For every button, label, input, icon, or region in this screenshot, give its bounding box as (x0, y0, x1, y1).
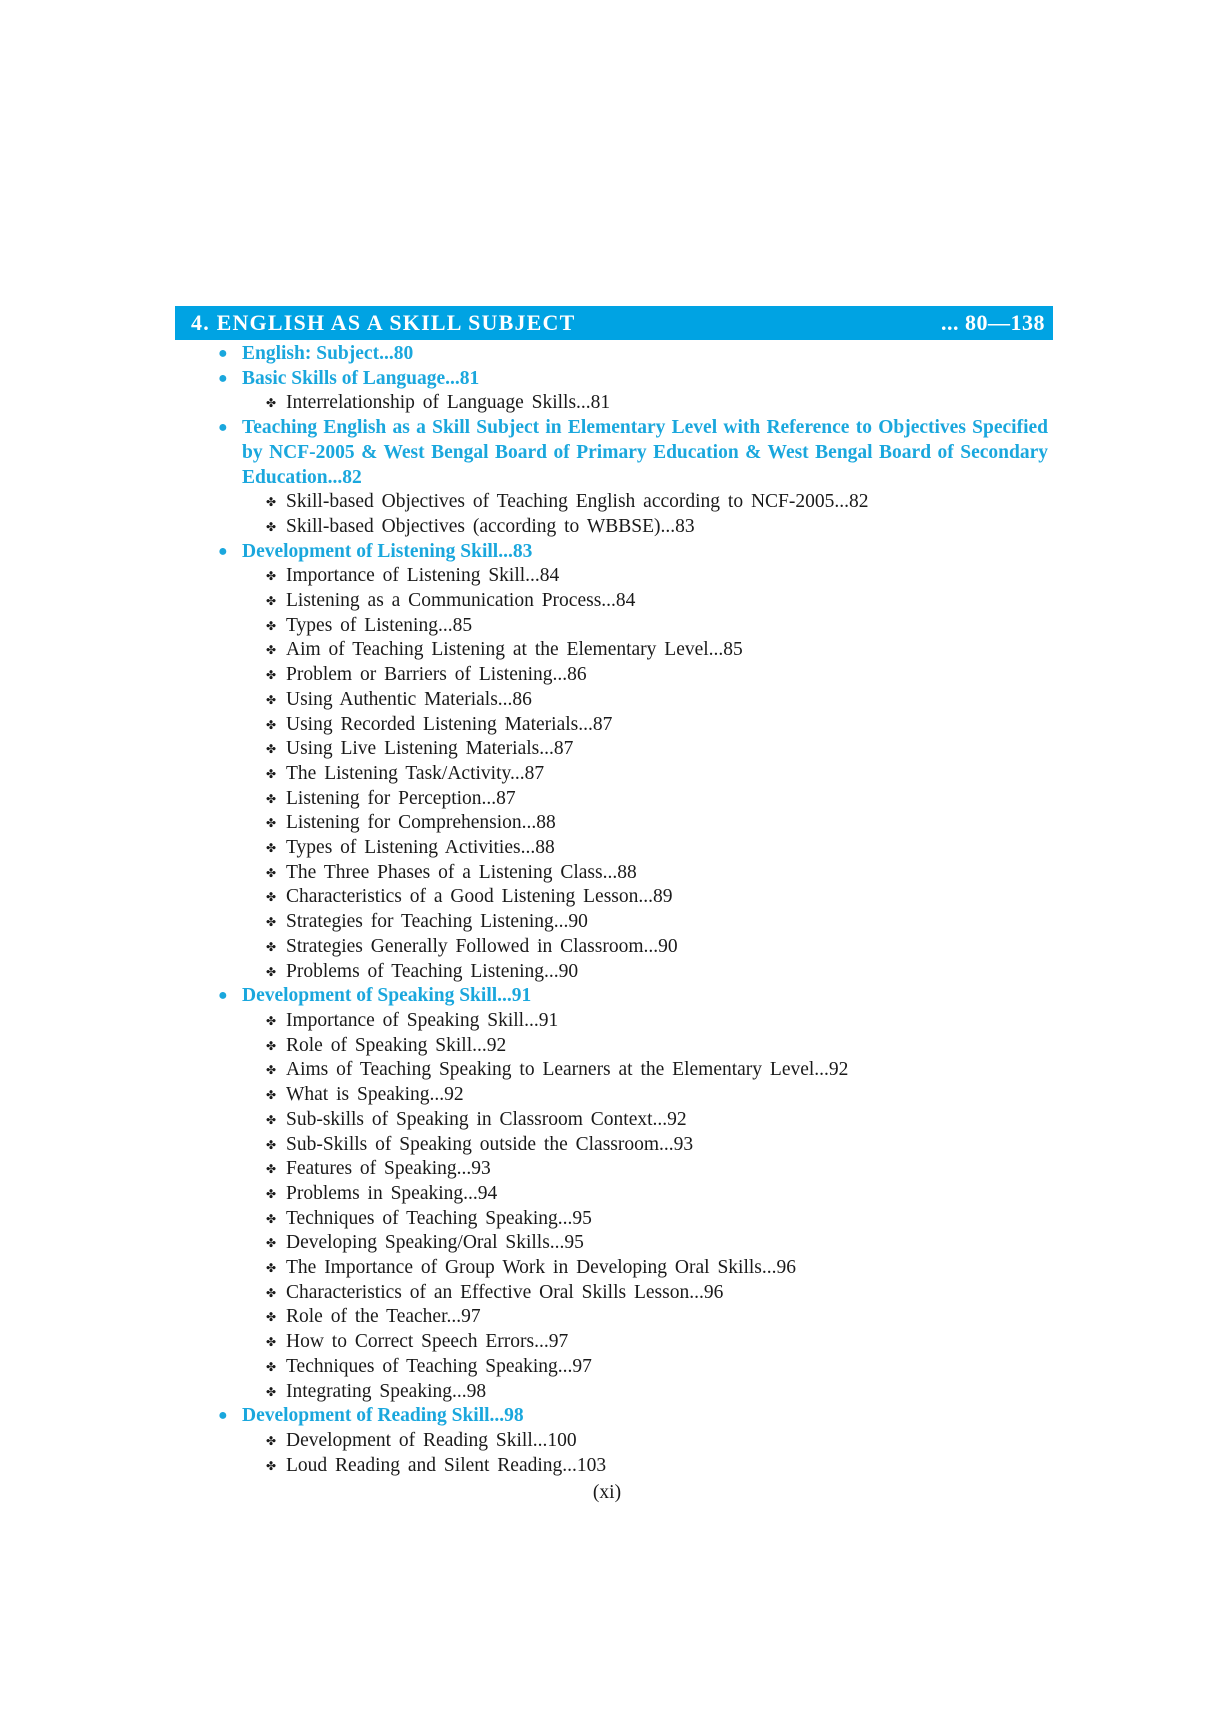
toc-topic-title: Development of Listening Skill...83 (242, 540, 533, 562)
cross-bullet-icon: ✤ (266, 519, 277, 534)
toc-subtopic (242, 490, 1048, 515)
toc-topic-title: Development of Reading Skill...98 (242, 1405, 524, 1427)
toc-subtopic (242, 960, 1048, 985)
toc-subtopic-label: Interrelationship of Language Skills...81 (286, 392, 611, 414)
toc-subtopic (242, 614, 1048, 639)
cross-bullet-icon: ✤ (266, 692, 277, 707)
cross-bullet-icon: ✤ (266, 396, 277, 411)
toc-topic-title: Development of Speaking Skill...91 (242, 985, 532, 1007)
cross-bullet-icon: ✤ (266, 915, 277, 930)
toc-subtopic-label: Strategies Generally Followed in Classroom...90 (286, 935, 678, 957)
chapter-title: 4. ENGLISH AS A SKILL SUBJECT (191, 310, 576, 335)
toc-subtopic-label: Importance of Speaking Skill...91 (286, 1009, 559, 1031)
toc-subtopic (242, 861, 1048, 886)
toc-topic (218, 342, 1048, 367)
toc-subtopic (242, 1157, 1048, 1182)
toc-subtopic-label: Using Authentic Materials...86 (286, 688, 532, 710)
cross-bullet-icon: ✤ (266, 717, 277, 732)
cross-bullet-icon: ✤ (266, 495, 277, 510)
round-bullet-icon: ● (218, 369, 228, 387)
toc-subtopic-label: Using Recorded Listening Materials...87 (286, 713, 613, 735)
round-bullet-icon: ● (218, 1407, 228, 1425)
toc-subtopic-label: Problem or Barriers of Listening...86 (286, 664, 587, 686)
cross-bullet-icon: ✤ (266, 1063, 277, 1078)
toc-subtopic-label: Problems in Speaking...94 (286, 1182, 498, 1204)
toc-subtopic (242, 811, 1048, 836)
toc-subtopic (242, 1380, 1048, 1405)
cross-bullet-icon: ✤ (266, 1310, 277, 1325)
round-bullet-icon: ● (218, 987, 228, 1005)
cross-bullet-icon: ✤ (266, 742, 277, 757)
toc-subtopic-label: Loud Reading and Silent Reading...103 (286, 1454, 607, 1476)
cross-bullet-icon: ✤ (266, 1137, 277, 1152)
toc-subtopic-label: Listening for Perception...87 (286, 787, 516, 809)
toc-subtopic-label: Characteristics of an Effective Oral Skills Lesson...96 (286, 1281, 724, 1303)
chapter-heading-bar (175, 306, 1053, 340)
toc-topic (218, 540, 1048, 985)
toc-subtopic (242, 1009, 1048, 1034)
toc-subtopic (242, 935, 1048, 960)
toc-subtopic (242, 1454, 1048, 1479)
toc-subtopic (242, 515, 1048, 540)
toc-subtopic (242, 885, 1048, 910)
toc-subtopic (242, 688, 1048, 713)
toc-subtopic-list (242, 1009, 1048, 1404)
toc-subtopic-label: Aim of Teaching Listening at the Elementary Level...85 (286, 639, 743, 661)
toc-subtopic-label: Types of Listening...85 (286, 614, 473, 636)
toc-subtopic (242, 1182, 1048, 1207)
toc-subtopic (242, 589, 1048, 614)
toc-subtopic (242, 1108, 1048, 1133)
toc-subtopic (242, 1058, 1048, 1083)
toc-subtopic-list (242, 490, 1048, 539)
toc-subtopic (242, 713, 1048, 738)
cross-bullet-icon: ✤ (266, 1013, 277, 1028)
toc-subtopic-label: Strategies for Teaching Listening...90 (286, 911, 588, 933)
cross-bullet-icon: ✤ (266, 1359, 277, 1374)
cross-bullet-icon: ✤ (266, 1236, 277, 1251)
toc-subtopic-label: Skill-based Objectives (according to WBBSE)...83 (286, 515, 695, 537)
toc-subtopic-list (242, 1429, 1048, 1478)
page-number: (xi) (592, 1482, 622, 1503)
toc-subtopic (242, 1231, 1048, 1256)
toc-subtopic-label: Developing Speaking/Oral Skills...95 (286, 1232, 584, 1254)
toc-subtopic-label: Development of Reading Skill...100 (286, 1429, 577, 1451)
toc-topic (218, 1404, 1048, 1478)
toc-subtopic (242, 1034, 1048, 1059)
cross-bullet-icon: ✤ (266, 1186, 277, 1201)
toc-subtopic (242, 836, 1048, 861)
toc-subtopic (242, 762, 1048, 787)
toc-subtopic-label: Sub-Skills of Speaking outside the Classroom...93 (286, 1133, 694, 1155)
cross-bullet-icon: ✤ (266, 1088, 277, 1103)
toc-subtopic (242, 1429, 1048, 1454)
toc-subtopic (242, 1256, 1048, 1281)
toc-subtopic (242, 1207, 1048, 1232)
toc-topic-title: Basic Skills of Language...81 (242, 367, 480, 389)
table-of-contents (218, 342, 1048, 1478)
cross-bullet-icon: ✤ (266, 1162, 277, 1177)
toc-topic (218, 416, 1048, 540)
toc-subtopic (242, 1355, 1048, 1380)
toc-subtopic (242, 638, 1048, 663)
toc-subtopic (242, 910, 1048, 935)
toc-topic (218, 367, 1048, 416)
toc-subtopic (242, 1305, 1048, 1330)
toc-subtopic-label: Integrating Speaking...98 (286, 1380, 487, 1402)
toc-subtopic (242, 1083, 1048, 1108)
cross-bullet-icon: ✤ (266, 1433, 277, 1448)
cross-bullet-icon: ✤ (266, 643, 277, 658)
cross-bullet-icon: ✤ (266, 841, 277, 856)
cross-bullet-icon: ✤ (266, 890, 277, 905)
cross-bullet-icon: ✤ (266, 1458, 277, 1473)
cross-bullet-icon: ✤ (266, 964, 277, 979)
toc-subtopic (242, 1133, 1048, 1158)
toc-topic-title: English: Subject...80 (242, 343, 414, 364)
cross-bullet-icon: ✤ (266, 1211, 277, 1226)
toc-subtopic (242, 391, 1048, 416)
cross-bullet-icon: ✤ (266, 1261, 277, 1276)
cross-bullet-icon: ✤ (266, 1285, 277, 1300)
cross-bullet-icon: ✤ (266, 791, 277, 806)
toc-subtopic (242, 737, 1048, 762)
toc-topic-title: Teaching English as a Skill Subject in Elementary Level with Reference to Objectives Specified by NCF-2005 & West Bengal Board of Primary Education & West Bengal Board of Secondary Education...82 (242, 417, 1048, 488)
toc-subtopic-label: Importance of Listening Skill...84 (286, 565, 560, 587)
toc-subtopic-label: Role of Speaking Skill...92 (286, 1034, 507, 1056)
toc-subtopic-label: The Three Phases of a Listening Class...88 (286, 861, 637, 883)
toc-subtopic-label: Aims of Teaching Speaking to Learners at the Elementary Level...92 (286, 1059, 849, 1081)
toc-subtopic-label: Using Live Listening Materials...87 (286, 738, 574, 760)
toc-subtopic-label: How to Correct Speech Errors...97 (286, 1331, 569, 1353)
toc-subtopic-label: Techniques of Teaching Speaking...97 (286, 1355, 592, 1377)
round-bullet-icon: ● (218, 345, 228, 362)
toc-subtopic-label: Skill-based Objectives of Teaching English according to NCF-2005...82 (286, 491, 869, 513)
toc-subtopic (242, 787, 1048, 812)
cross-bullet-icon: ✤ (266, 668, 277, 683)
round-bullet-icon: ● (218, 419, 228, 437)
toc-subtopic-label: Characteristics of a Good Listening Lesson...89 (286, 886, 673, 908)
toc-subtopic-label: Features of Speaking...93 (286, 1158, 491, 1180)
cross-bullet-icon: ✤ (266, 594, 277, 609)
toc-subtopic (242, 564, 1048, 589)
toc-subtopic (242, 663, 1048, 688)
toc-subtopic-label: The Listening Task/Activity...87 (286, 762, 545, 784)
cross-bullet-icon: ✤ (266, 1384, 277, 1399)
cross-bullet-icon: ✤ (266, 766, 277, 781)
cross-bullet-icon: ✤ (266, 618, 277, 633)
toc-subtopic-label: The Importance of Group Work in Developing Oral Skills...96 (286, 1257, 797, 1279)
toc-subtopic-label: Listening as a Communication Process...84 (286, 590, 636, 612)
round-bullet-icon: ● (218, 542, 228, 560)
cross-bullet-icon: ✤ (266, 569, 277, 584)
chapter-page-range: ... 80—138 (941, 310, 1045, 335)
toc-subtopic-list (242, 391, 1048, 416)
toc-subtopic-label: Techniques of Teaching Speaking...95 (286, 1207, 592, 1229)
toc-subtopic-label: Sub-skills of Speaking in Classroom Context...92 (286, 1108, 687, 1130)
toc-topic (218, 984, 1048, 1404)
toc-subtopic (242, 1330, 1048, 1355)
toc-subtopic-label: Types of Listening Activities...88 (286, 837, 555, 859)
toc-subtopic (242, 1281, 1048, 1306)
toc-subtopic-list (242, 564, 1048, 984)
cross-bullet-icon: ✤ (266, 1112, 277, 1127)
cross-bullet-icon: ✤ (266, 865, 277, 880)
toc-subtopic-label: Role of the Teacher...97 (286, 1306, 481, 1328)
toc-subtopic-label: Listening for Comprehension...88 (286, 812, 556, 834)
toc-subtopic-label: What is Speaking...92 (286, 1084, 464, 1106)
cross-bullet-icon: ✤ (266, 939, 277, 954)
cross-bullet-icon: ✤ (266, 1335, 277, 1350)
cross-bullet-icon: ✤ (266, 816, 277, 831)
cross-bullet-icon: ✤ (266, 1038, 277, 1053)
toc-subtopic-label: Problems of Teaching Listening...90 (286, 960, 579, 982)
